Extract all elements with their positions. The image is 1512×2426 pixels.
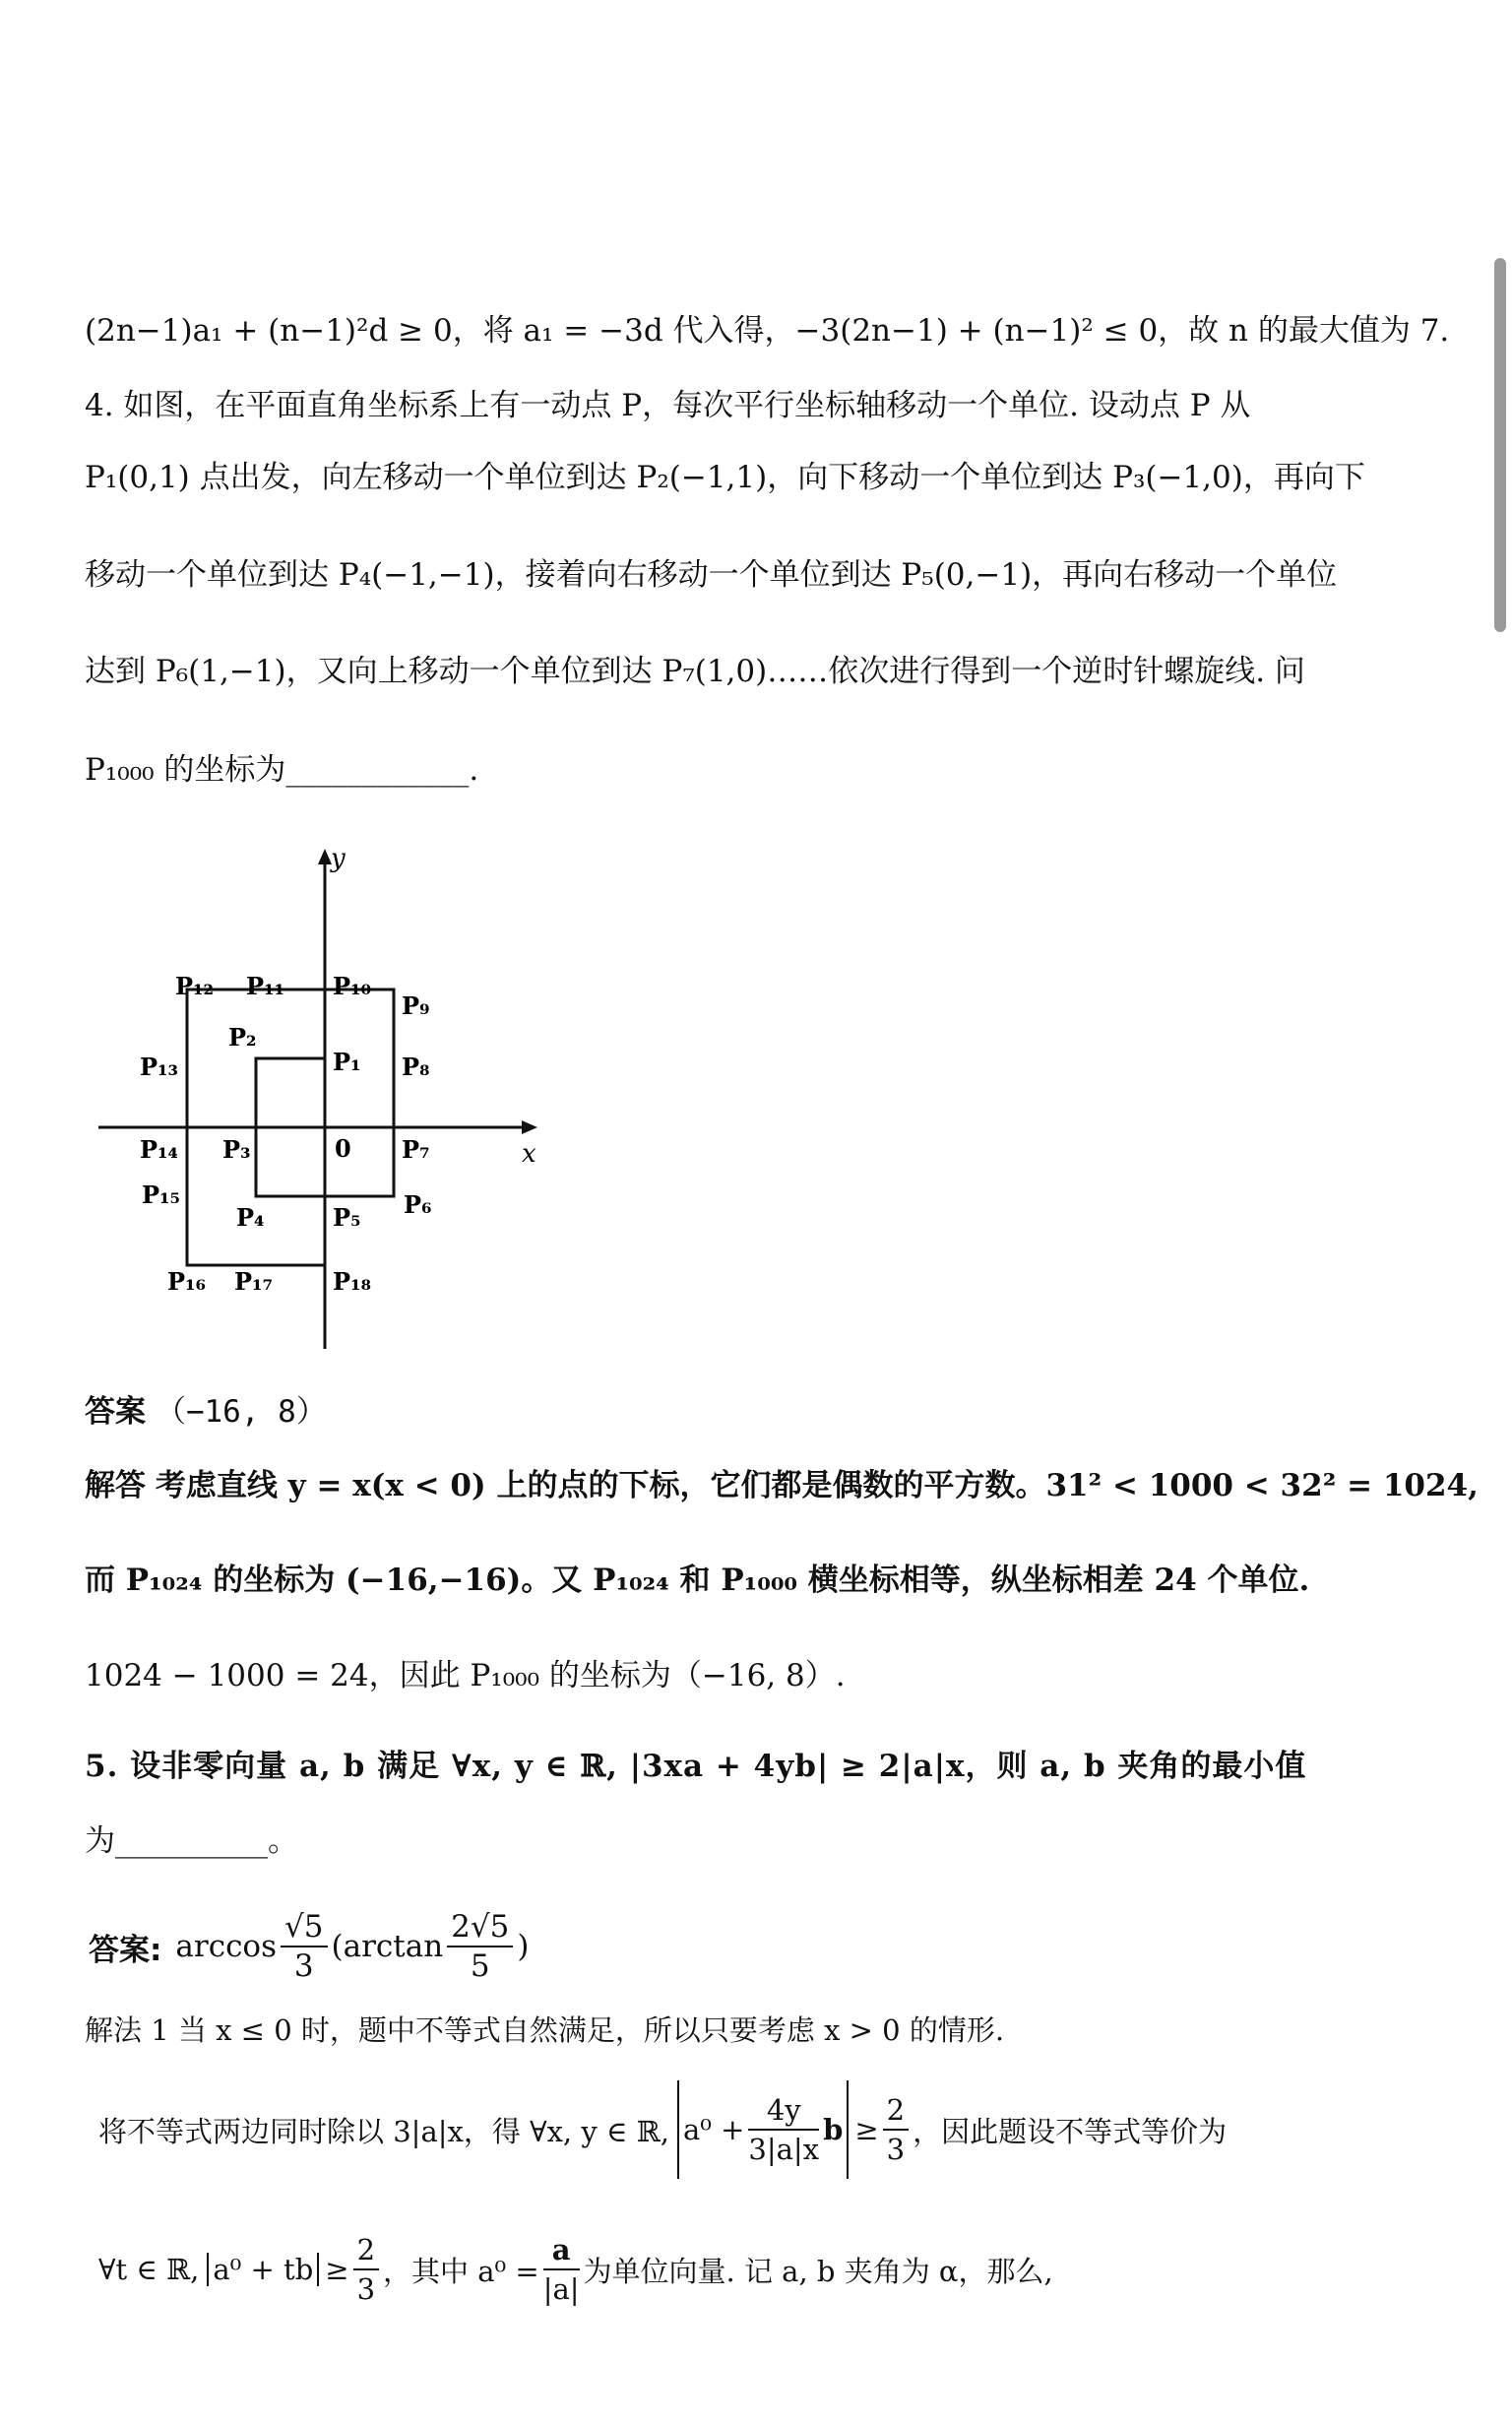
point-label-p18: P₁₈ (333, 1267, 372, 1296)
answer5-fraction-2 (447, 1908, 513, 1985)
answer5-fraction-1-den: 3 (293, 1948, 314, 1984)
answer5-arctan: (arctan (331, 1929, 444, 1964)
solution5-line-3-c: 为单位向量. 记 a, b 夹角为 α，那么, (583, 2254, 1053, 2288)
solution5-line-2-rhs-den: 3 (886, 2133, 906, 2166)
scrollbar[interactable] (1490, 258, 1512, 632)
answer5-fraction-1-num: √5 (281, 1908, 327, 1947)
solution5-line-3-frac-den: |a| (542, 2272, 580, 2306)
point-label-p2: P₂ (228, 1023, 257, 1052)
problem4-line-5: P₁₀₀₀ 的坐标为____________. (85, 752, 479, 788)
scrollbar-thumb[interactable] (1494, 258, 1506, 632)
point-label-p8: P₈ (402, 1053, 430, 1081)
answer5-close-paren: ) (517, 1929, 530, 1964)
solution5-line-3-rhs-den: 3 (356, 2272, 376, 2306)
solution5-line-3-abs: a⁰ + tb (207, 2253, 319, 2286)
point-label-p3: P₃ (222, 1135, 251, 1164)
solution5-line-2 (98, 2075, 1227, 2184)
solution5-line-2-frac-den: 3|a|x (748, 2133, 820, 2166)
solution4-line-2: 而 P₁₀₂₄ 的坐标为 (−16,−16)。又 P₁₀₂₄ 和 P₁₀₀₀ 横坐标相等，纵坐标相差 24 个单位. (85, 1563, 1310, 1598)
problem5-line-1: 5. 设非零向量 a, b 满足 ∀x, y ∈ ℝ, |3xa + 4yb| ≥ 2|a|x，则 a, b 夹角的最小值 (85, 1749, 1307, 1784)
solution4-line-3: 1024 − 1000 = 24，因此 P₁₀₀₀ 的坐标为（−16, 8）. (85, 1658, 846, 1693)
solution5-line-2-abs (677, 2080, 849, 2179)
problem5-line-2: 为__________。 (85, 1823, 298, 1859)
spiral-figure (89, 837, 561, 1369)
solution5-line-3-ge: ≥ (325, 2253, 349, 2286)
point-label-p7: P₇ (402, 1135, 430, 1164)
solution4-line-1 (85, 1464, 1479, 1507)
point-label-p12: P₁₂ (175, 972, 215, 1000)
answer5-fraction-1 (281, 1908, 327, 1985)
problem4-line-3: 移动一个单位到达 P₄(−1,−1)，接着向右移动一个单位到达 P₅(0,−1)，再向右移动一个单位 (85, 557, 1338, 593)
point-label-p1: P₁ (333, 1048, 361, 1076)
problem4-line-2: P₁(0,1) 点出发，向左移动一个单位到达 P₂(−1,1)，向下移动一个单位到达 P₃(−1,0)，再向下 (85, 460, 1365, 495)
solution5-line-3-a: ∀t ∈ ℝ, (98, 2253, 200, 2286)
solution5-line-2-frac (748, 2091, 819, 2168)
solution5-line-2-ge: ≥ (854, 2113, 879, 2146)
solution5-line-3-rhs-num: 2 (353, 2231, 379, 2270)
solution5-line-3-b: ，其中 a⁰ = (383, 2254, 539, 2288)
solution5-line-3-frac (543, 2231, 580, 2308)
point-label-p17: P₁₇ (234, 1267, 274, 1296)
solution5-line-1: 解法 1 当 x ≤ 0 时，题中不等式自然满足，所以只要考虑 x > 0 的情形. (85, 2013, 1005, 2047)
point-label-p10: P₁₀ (333, 972, 372, 1000)
origin-label: 0 (335, 1134, 351, 1163)
y-axis-label: y (331, 844, 346, 873)
problem4-line-4: 达到 P₆(1,−1)，又向上移动一个单位到达 P₇(1,0)……依次进行得到一个逆时针螺旋线. 问 (85, 654, 1305, 689)
point-label-p15: P₁₅ (142, 1181, 181, 1209)
y-axis-arrow (318, 849, 332, 864)
solution5-line-3-rhs (353, 2231, 379, 2308)
solution5-line-2-a: 将不等式两边同时除以 3|a|x，得 ∀x, y ∈ ℝ, (98, 2114, 669, 2148)
answer4-label: 答案 (85, 1394, 146, 1430)
x-axis-arrow (522, 1120, 537, 1134)
solution5-line-2-frac-num: 4y (748, 2091, 819, 2131)
solution5-line-3-frac-num: a (543, 2231, 580, 2270)
point-label-p13: P₁₃ (140, 1053, 179, 1081)
point-label-p11: P₁₁ (246, 972, 285, 1000)
problem4-line-1: 4. 如图，在平面直角坐标系上有一动点 P，每次平行坐标轴移动一个单位. 设动点 P 从 (85, 388, 1251, 423)
solution5-line-2-abs-a: a⁰ + (682, 2113, 745, 2146)
point-label-p14: P₁₄ (140, 1135, 179, 1164)
point-label-p9: P₉ (402, 991, 430, 1020)
text-line-1: (2n−1)a₁ + (n−1)²d ≥ 0，将 a₁ = −3d 代入得，−3(2n−1) + (n−1)² ≤ 0，故 n 的最大值为 7. (85, 313, 1450, 349)
solution5-line-2-b: ，因此题设不等式等价为 (913, 2114, 1228, 2148)
point-label-p16: P₁₆ (167, 1267, 207, 1296)
answer5-fraction-2-num: 2√5 (447, 1908, 513, 1947)
point-label-p5: P₅ (333, 1203, 361, 1232)
solution5-line-2-rhs-num: 2 (883, 2091, 909, 2131)
solution5-line-3 (98, 2215, 1053, 2324)
solution4-text-1: 考虑直线 y = x(x < 0) 上的点的下标，它们都是偶数的平方数。31² < 1000 < 32² = 1024, (155, 1468, 1479, 1503)
point-label-p4: P₄ (236, 1203, 265, 1232)
x-axis-label: x (522, 1139, 536, 1169)
answer4-value: （−16, 8） (155, 1394, 327, 1430)
answer4-line (85, 1390, 1345, 1434)
answer5-fraction-2-den: 5 (470, 1948, 490, 1984)
answer5-arccos: arccos (175, 1929, 278, 1964)
point-label-p6: P₆ (404, 1190, 432, 1219)
solution5-line-2-abs-b: b (823, 2113, 844, 2146)
answer5-label: 答案: (89, 1932, 162, 1968)
solution4-label: 解答 (85, 1468, 146, 1503)
answer5-line (89, 1892, 529, 2001)
solution5-line-2-rhs (883, 2091, 909, 2168)
